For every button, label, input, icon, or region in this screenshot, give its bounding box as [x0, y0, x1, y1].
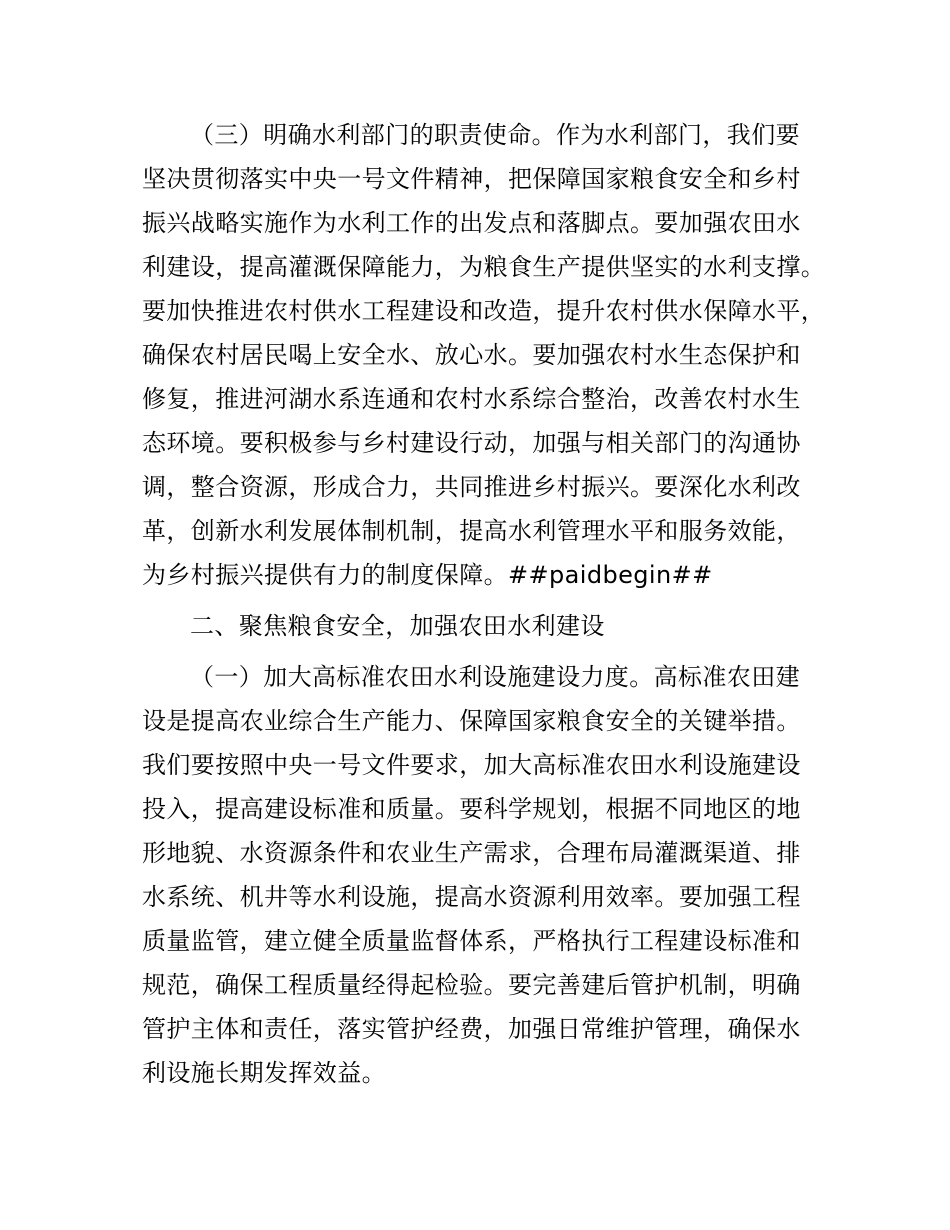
paragraph-1-line-5: 要加快推进农村供水工程建设和改造，提升农村供水保障水平，	[142, 297, 826, 325]
paragraph-2-line-7: 质量监管，建立健全质量监督体系，严格执行工程建设标准和	[142, 927, 801, 955]
paragraph-2-line-3: 我们要按照中央一号文件要求，加大高标准农田水利设施建设	[142, 751, 801, 779]
paragraph-2-line-1: （一）加大高标准农田水利设施建设力度。高标准农田建	[190, 663, 800, 691]
paragraph-1-line-2: 坚决贯彻落实中央一号文件精神，把保障国家粮食安全和乡村	[142, 165, 801, 193]
paragraph-1-line-9: 调，整合资源，形成合力，共同推进乡村振兴。要深化水利改	[142, 473, 801, 501]
paragraph-1-line-4: 利建设，提高灌溉保障能力，为粮食生产提供坚实的水利支撑。	[142, 253, 826, 281]
paragraph-1-line-1: （三）明确水利部门的职责使命。作为水利部门，我们要	[190, 121, 800, 149]
paragraph-2-line-6: 水系统、机井等水利设施，提高水资源利用效率。要加强工程	[142, 883, 801, 911]
paragraph-1-line-7: 修复，推进河湖水系连通和农村水系综合整治，改善农村水生	[142, 385, 801, 413]
paragraph-2-line-2: 设是提高农业综合生产能力、保障国家粮食安全的关键举措。	[142, 707, 801, 735]
paragraph-2-line-8: 规范，确保工程质量经得起检验。要完善建后管护机制，明确	[142, 971, 801, 999]
paragraph-1-line-10: 革，创新水利发展体制机制，提高水利管理水平和服务效能，	[142, 517, 801, 545]
paragraph-2-line-4: 投入，提高建设标准和质量。要科学规划，根据不同地区的地	[142, 795, 801, 823]
section-heading-2: 二、聚焦粮食安全，加强农田水利建设	[190, 612, 605, 640]
paragraph-1-line-11: 为乡村振兴提供有力的制度保障。##paidbegin##	[142, 561, 713, 589]
paragraph-1-line-8: 态环境。要积极参与乡村建设行动，加强与相关部门的沟通协	[142, 429, 801, 457]
paragraph-2-line-10: 利设施长期发挥效益。	[142, 1059, 386, 1087]
paragraph-2-line-5: 形地貌、水资源条件和农业生产需求，合理布局灌溉渠道、排	[142, 839, 801, 867]
paragraph-2-line-9: 管护主体和责任，落实管护经费，加强日常维护管理，确保水	[142, 1015, 801, 1043]
paragraph-1-line-3: 振兴战略实施作为水利工作的出发点和落脚点。要加强农田水	[142, 209, 801, 237]
paragraph-1-line-6: 确保农村居民喝上安全水、放心水。要加强农村水生态保护和	[142, 341, 801, 369]
